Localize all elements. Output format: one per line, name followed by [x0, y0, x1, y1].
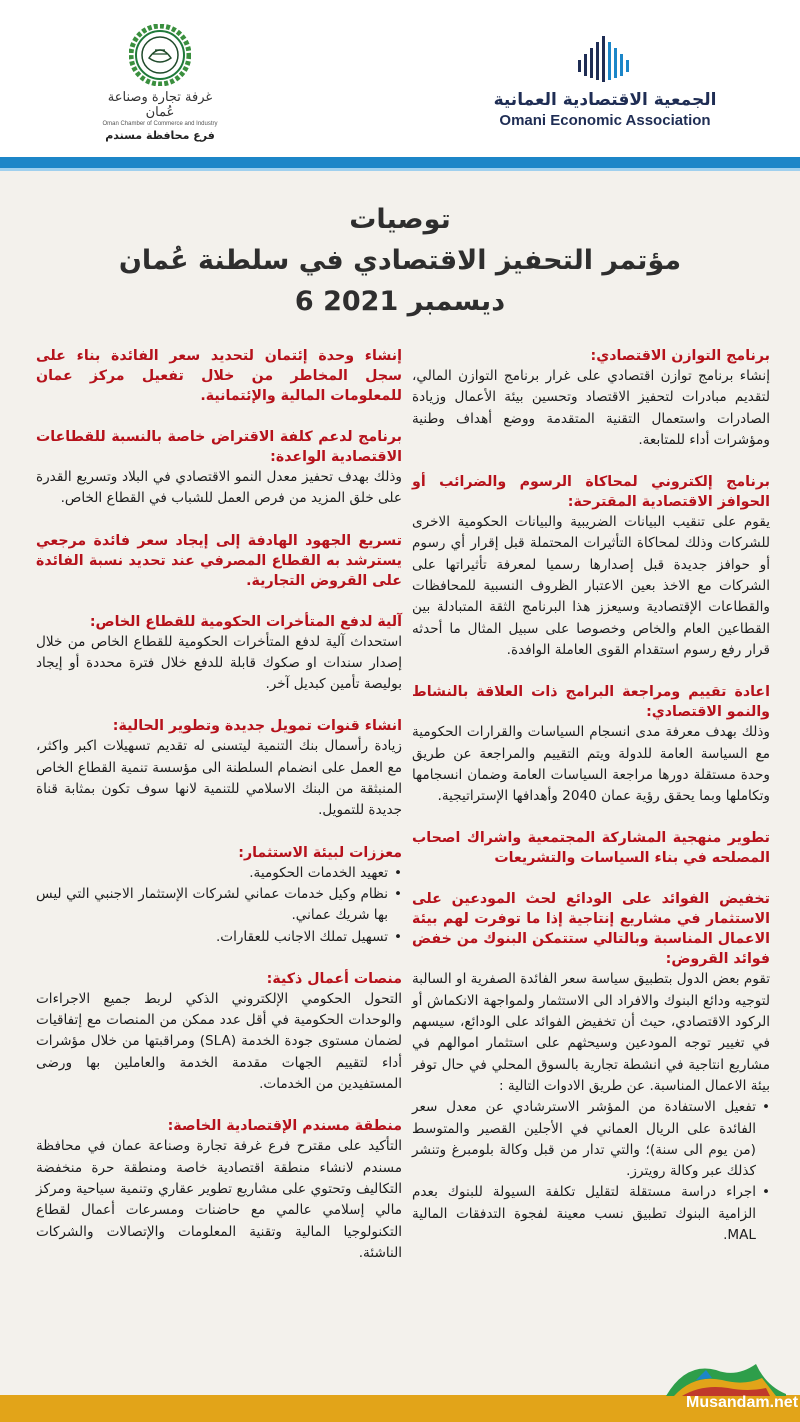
recommendation-section — [36, 427, 402, 510]
footer-brand[interactable]: Musandam.net — [686, 1394, 799, 1411]
section-body: تقوم بعض الدول بتطبيق سياسة سعر الفائدة الصفرية او السالبة لتوجيه ودائع البنوك والافراد الى الاستثمار ولمواجهة الانكماش أو الركود الاقتصادي، حيث أن تخفيض الفوائد على الودائع، سيسهم في تغيير توجه المودعين وسيحثهم على استثمار اموالهم في مشاريع انتاجية في انشطة تجارية بالسوق المحلي في حال توفر بيئة الاعمال المناسبة. عن طريق الادوات التالية : — [411, 971, 770, 1094]
recommendation-section — [36, 531, 402, 591]
section-heading: برنامج لدعم كلفة الاقتراض خاصة بالنسبة للقطاعات الاقتصادية الواعدة: — [36, 429, 402, 465]
section-heading: منطقة مسندم الإقتصادية الخاصة: — [167, 1118, 402, 1135]
recommendation-section — [36, 716, 402, 821]
recommendation-section — [36, 843, 402, 948]
list-item: • نظام وكيل خدمات عماني لشركات الإستثمار الاجنبي التي ليس بها شريك عماني. — [36, 884, 402, 927]
section-body: التحول الحكومي الإلكتروني الذكي لربط جميع الاجراءات والوحدات الحكومية في أقل عدد ممكن من المنصات مع إتفاقيات لضمان مستوى جودة الخدمة (SLA) ومراقبتها من خلال مؤشرات أداء لتقييم الجهات مقدمة الخدمة والعاملين بها ورضى المستفيدين من الخدمات. — [36, 990, 402, 1093]
section-heading: برنامج إلكتروني لمحاكاة الرسوم والضرائب أو الحوافز الاقتصادية المقترحة: — [412, 474, 770, 511]
recommendation-section — [412, 682, 770, 807]
chamber-logo — [96, 24, 224, 152]
recommendation-section — [412, 472, 770, 661]
section-heading: معززات لبيئة الاستثمار: — [238, 844, 402, 861]
recommendation-section — [412, 828, 770, 868]
bullet-list — [36, 863, 402, 948]
page-title — [0, 200, 800, 322]
list-item: • تسهيل تملك الاجانب للعقارات. — [36, 927, 402, 948]
chamber-emblem-icon — [129, 24, 191, 86]
section-heading: تطوير منهجية المشاركة المجتمعية واشراك اصحاب المصلحه في بناء السياسات والتشريعات — [412, 830, 770, 867]
header-divider-thin — [0, 168, 800, 171]
recommendation-section — [412, 889, 770, 1246]
section-heading: إنشاء وحدة إئتمان لتحديد سعر الفائدة بناء على سجل المخاطر من خلال تفعيل مركز عمان للمعلومات المالية والإئتمانية. — [36, 348, 402, 404]
list-item: • تعهيد الخدمات الحكومية. — [36, 863, 402, 884]
section-heading: تخفيض الفوائد على الودائع لحث المودعين على الاستثمار في مشاريع إنتاجية إذا ما توفرت لهم بيئة الاعمال المناسبة وبالتالي ستتمكن البنوك من خفض فوائد القروض: — [412, 891, 770, 968]
right-column — [412, 346, 770, 1267]
list-item: • اجراء دراسة مستقلة لتقليل تكلفة السيولة للبنوك بعدم الزامية البنوك تطبيق نسب معينة لفجوة التدفقات المالية MAL. — [412, 1182, 770, 1246]
recommendation-section — [36, 346, 402, 406]
title-line-1: توصيات — [349, 204, 451, 235]
section-heading: تسريع الجهود الهادفة إلى إيجاد سعر فائدة مرجعي يسترشد به القطاع المصرفي عند تحديد نسبة الفائدة على القروض التجارية. — [36, 532, 402, 589]
section-body: زيادة رأسمال بنك التنمية ليتسنى له تقديم تسهيلات اكبر واكثر، مع العمل على انضمام السلطنة الى مؤسسة تنمية القطاع الخاص المنبثقة من البنك الاسلامي للتنمية لانها سوف تكون بمثابة قناة جديدة للتمويل. — [36, 738, 402, 819]
recommendation-section — [36, 969, 402, 1095]
section-heading: برنامج التوازن الاقتصادي: — [590, 348, 770, 364]
section-body: وذلك بهدف تحفيز معدل النمو الاقتصادي في البلاد وتسريع القدرة على خلق المزيد من فرص العمل للشباب في القطاع الخاص. — [36, 469, 402, 507]
section-body: وذلك بهدف معرفة مدى انسجام السياسات والقرارات الحكومية مع السياسة العامة للدولة ويتم التقييم والمراجعة عن طريق وحدة مستقلة دورها مراجعة السياسات العامة وضمان انسجامها وتكاملها وبما يحقق رؤية عمان 2040 وأهدافها الإستراتيجية. — [412, 724, 770, 805]
list-item: • تفعيل الاستفادة من المؤشر الاسترشادي عن معدل سعر الفائدة على الريال العماني في الأجلين القصير والمتوسط (من يوم الى سنة)؛ والتي تدار من قبل وكالة بلومبرغ وتنشر كذلك عبر وكالة رويترز. — [412, 1097, 770, 1182]
section-body: إنشاء برنامج توازن اقتصادي على غرار برنامج التوازن المالي، لتقديم مبادرات لتحفيز الاقتصاد وتحسين بيئة الأعمال وزيادة الصادرات واستعمال التقنية المتقدمة ووضع أهداف وطنية ومؤشرات أداء للمتابعة. — [412, 368, 770, 448]
chamber-branch: فرع محافظة مسندم — [105, 129, 215, 142]
left-column — [36, 346, 402, 1285]
title-line-3: 6 ديسمبر 2021 — [294, 286, 506, 317]
chamber-name-ar: غرفة تجارة وصناعة عُمان — [107, 90, 213, 120]
association-logo — [490, 34, 720, 149]
bullet-list — [412, 1097, 770, 1246]
chamber-name-en: Oman Chamber of Commerce and Industry — [102, 121, 218, 127]
header-divider — [0, 157, 800, 168]
section-body: استحداث آلية لدفع المتأخرات الحكومية للقطاع الخاص من خلال إصدار سندات او صكوك قابلة للدفع خلال فترة محددة أو إيجاد بوليصة تأمين كبديل آخر. — [36, 633, 402, 693]
recommendation-section — [412, 346, 770, 451]
section-heading: منصات أعمال ذكية: — [266, 970, 402, 987]
recommendation-section — [36, 612, 402, 696]
section-body: التأكيد على مقترح فرع غرفة تجارة وصناعة عمان في محافظة مسندم لانشاء منطقة اقتصادية خاصة ومنطقة حرة منخفضة التكاليف وتحتوي على مشاريع تطوير عقاري وتنمية سياحية ومركز مالي إسلامي عالمي مع حاضنات ومسرعات أعمال لقطاع التكنولوجيا المالية وتقنية المعلومات والإتصالات والشركات الناشئة. — [36, 1138, 402, 1261]
header — [0, 0, 800, 157]
association-name-ar: الجمعية الاقتصادية العمانية — [493, 90, 717, 110]
musandam-logo-icon — [636, 1356, 800, 1422]
section-heading: انشاء قنوات تمويل جديدة وتطوير الحالية: — [112, 718, 402, 735]
association-bars-icon — [577, 34, 633, 84]
section-body: يقوم على تنقيب البيانات الضريبية والبيانات الحكومية الاخرى للشركات وذلك لمحاكاة التأثيرات المحتملة قبل إقرار أي رسوم أو حوافز جديدة قبل إصدارها رسميا لمعرفة تأثيراتها على الشركات مع الاخذ بعين الاعتبار الظروف النسبية للمحافظات والقطاعات الإقتصادية وسيعزز هذا البرنامج الثقة المتبادلة بين القطاعين العام والخاص وخصوصا على سبيل المثال ما أحدثه قرار رفع رسوم استقدام القوى العاملة الوافدة. — [412, 514, 770, 658]
recommendation-section — [36, 1116, 402, 1264]
association-name-en: Omani Economic Association — [499, 112, 711, 129]
section-heading: اعادة تقييم ومراجعة البرامج ذات العلاقة بالنشاط والنمو الاقتصادي: — [412, 684, 770, 721]
section-heading: آلية لدفع المتأخرات الحكومية للقطاع الخاص: — [89, 613, 402, 630]
title-line-2: مؤتمر التحفيز الاقتصادي في سلطنة عُمان — [118, 245, 682, 276]
